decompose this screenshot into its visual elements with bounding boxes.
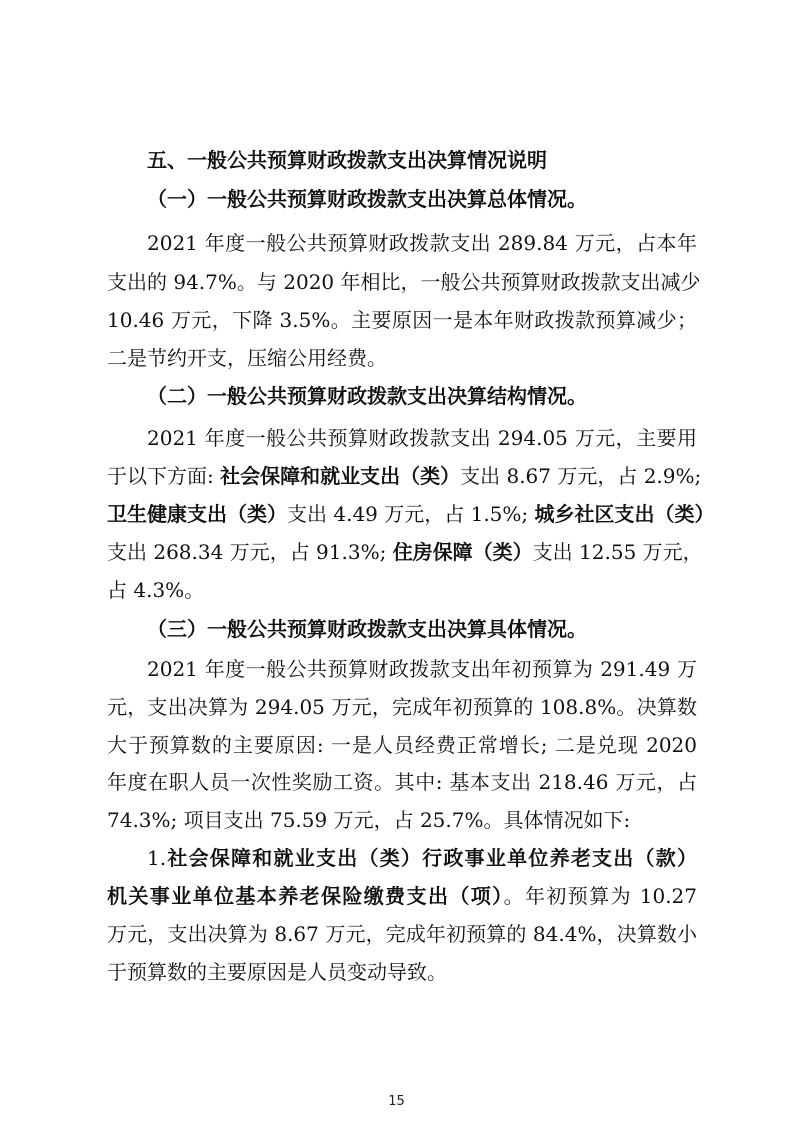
section2-line — [107, 458, 702, 494]
section3-line: 元，支出决算为 294.05 万元，完成年初预算的 108.8%。决算数 — [107, 695, 697, 719]
section1-line: 二是节约开支，压缩公用经费。 — [107, 346, 387, 370]
category-name: 社会保障和就业支出（类） — [220, 464, 461, 488]
section2-line — [107, 534, 703, 570]
text-run: 。年初预算为 10.27 — [503, 884, 698, 908]
text-run: 支出 268.34 万元，占 91.3%; — [107, 540, 393, 564]
text-run: 支出 12.55 万元， — [532, 540, 703, 564]
section3-title: （三）一般公共预算财政拨款支出决算具体情况。 — [147, 617, 587, 641]
section1-line: 2021 年度一般公共预算财政拨款支出 289.84 万元，占本年 — [147, 231, 697, 255]
text-run: 于以下方面: — [107, 464, 221, 488]
section2-line: 占 4.3%。 — [107, 578, 205, 602]
item1-line — [147, 840, 697, 876]
text-run: 支出 4.49 万元，占 1.5%; — [287, 502, 535, 526]
section2-title: （二）一般公共预算财政拨款支出决算结构情况。 — [147, 384, 587, 408]
item-number: 1. — [147, 846, 167, 870]
item1-line: 万元，支出决算为 8.67 万元，完成年初预算的 84.4%，决算数小 — [107, 922, 697, 946]
section3-line: 年度在职人员一次性奖励工资。其中: 基本支出 218.46 万元，占 — [107, 770, 697, 794]
text-run: 支出 8.67 万元，占 2.9%; — [460, 464, 702, 488]
category-name: 住房保障（类） — [392, 540, 533, 564]
item-title: 社会保障和就业支出（类）行政事业单位养老支出（款） — [166, 846, 697, 870]
section1-line: 支出的 94.7%。与 2020 年相比，一般公共预算财政拨款支出减少 — [107, 270, 701, 294]
section-heading-main: 五、一般公共预算财政拨款支出决算情况说明 — [147, 148, 547, 172]
item1-line: 于预算数的主要原因是人员变动导致。 — [107, 960, 447, 984]
section3-line: 2021 年度一般公共预算财政拨款支出年初预算为 291.49 万 — [147, 657, 697, 681]
section3-line: 大于预算数的主要原因: 一是人员经费正常增长; 二是兑现 2020 — [107, 733, 697, 757]
item-title: 机关事业单位基本养老保险缴费支出（项） — [107, 884, 504, 908]
page-number: 15 — [388, 1094, 405, 1109]
item1-line — [107, 878, 697, 914]
category-name: 卫生健康支出（类） — [107, 502, 287, 526]
section1-line: 10.46 万元，下降 3.5%。主要原因一是本年财政拨款预算减少； — [107, 308, 697, 332]
section2-line: 2021 年度一般公共预算财政拨款支出 294.05 万元，主要用 — [147, 426, 697, 450]
section1-title: （一）一般公共预算财政拨款支出决算总体情况。 — [147, 187, 587, 211]
section3-line: 74.3%; 项目支出 75.59 万元，占 25.7%。具体情况如下: — [107, 808, 631, 832]
section2-line — [107, 496, 715, 532]
category-name: 城乡社区支出（类） — [534, 502, 715, 526]
